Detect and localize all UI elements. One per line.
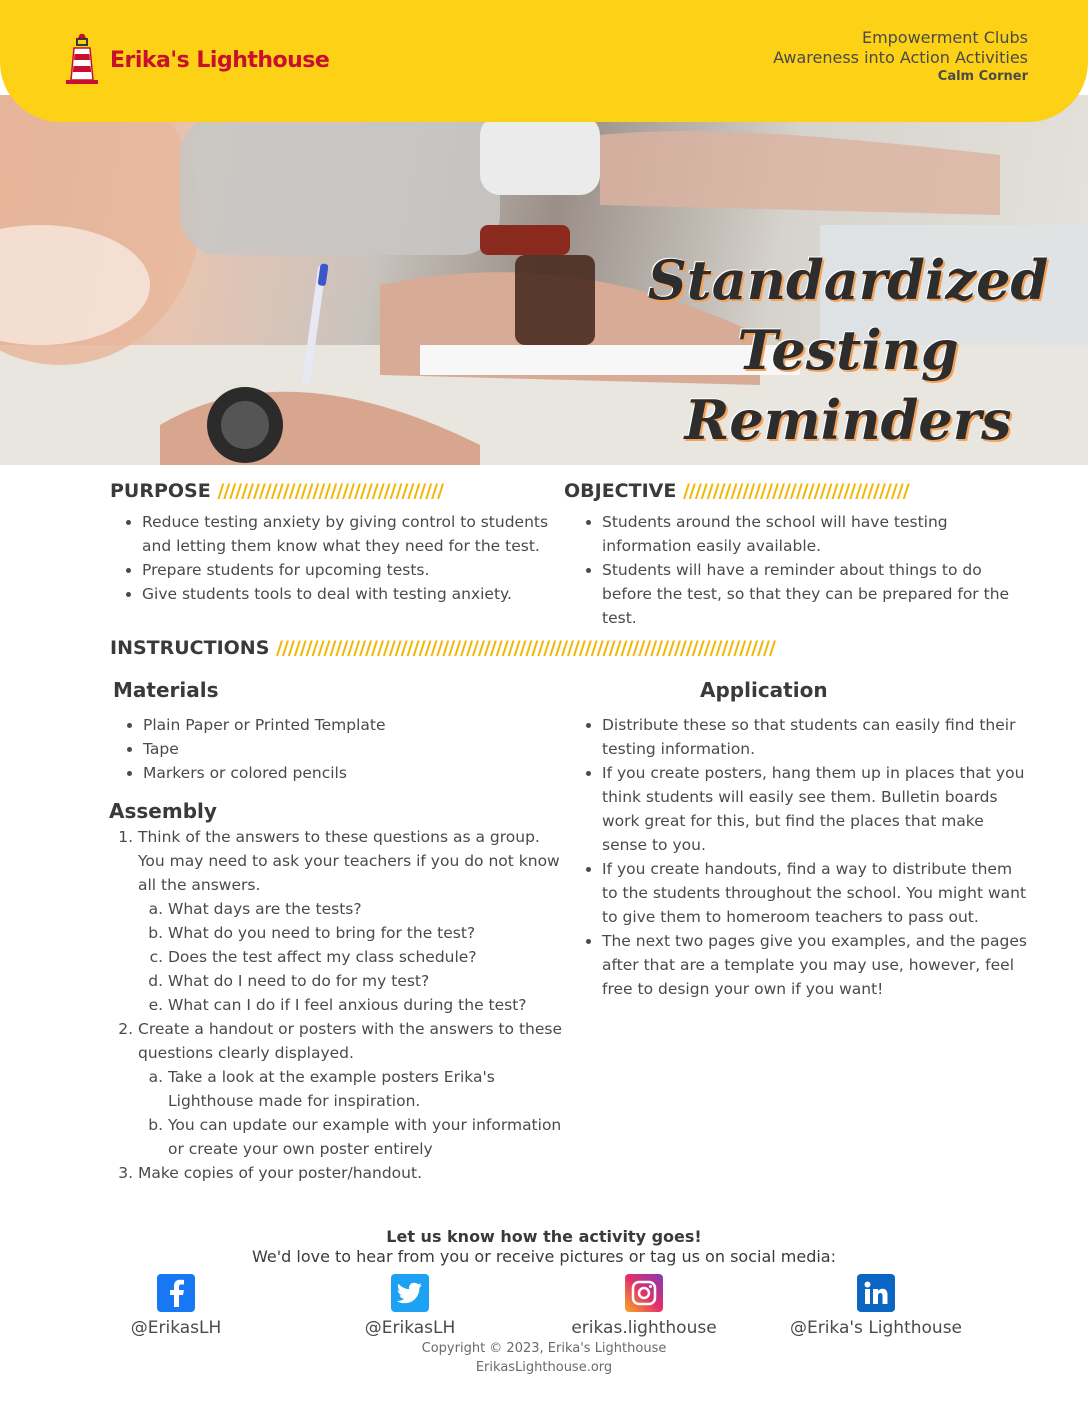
cta-heading: Let us know how the activity goes! (386, 1227, 702, 1246)
list-item: • Students will have a reminder about things to do before the test, so that they can be prepared for the test. (602, 558, 1032, 630)
list-item: • Give students tools to deal with testing anxiety. (142, 582, 562, 606)
list-item: a. What days are the tests? (168, 897, 568, 921)
list-item: d. What do I need to do for my test? (168, 969, 568, 993)
objective-heading-text: OBJECTIVE (564, 480, 677, 502)
header-info (773, 28, 1028, 86)
linkedin-handle[interactable]: @Erika's Lighthouse (789, 1318, 963, 1338)
instructions-divider: //////////////////////////////////////////////////////////////////////////////////// (276, 637, 775, 659)
hero-title-line-2: Testing (737, 318, 959, 382)
lighthouse-icon (62, 34, 102, 86)
list-item: a. Take a look at the example posters Erika's Lighthouse made for inspiration. (168, 1065, 568, 1113)
step-2-notes (138, 1065, 568, 1161)
application-heading: Application (700, 678, 828, 702)
assembly-step-1 (138, 825, 568, 1017)
list-item: • Reduce testing anxiety by giving control to students and letting them know what they need for the test. (142, 510, 562, 558)
twitter-link[interactable] (310, 1274, 510, 1338)
step-text: Think of the answers to these questions as a group. You may need to ask your teachers if you do not know all the answers. (138, 828, 560, 894)
linkedin-link[interactable] (776, 1274, 976, 1338)
purpose-heading (110, 480, 443, 502)
assembly-step-2 (138, 1017, 568, 1161)
materials-heading: Materials (113, 678, 219, 702)
hero-title-line-1: Standardized (647, 248, 1049, 312)
copyright-text: Copyright © 2023, Erika's Lighthouse (421, 1341, 667, 1356)
assembly-steps (104, 825, 568, 1185)
list-item: • Distribute these so that students can easily find their testing information. (602, 713, 1032, 761)
assembly-step-3 (138, 1161, 568, 1185)
list-item: • Tape (143, 737, 563, 761)
purpose-divider: ////////////////////////////////////// (217, 480, 444, 502)
instructions-heading-text: INSTRUCTIONS (110, 637, 270, 659)
instagram-handle[interactable]: erikas.lighthouse (571, 1318, 717, 1338)
objective-list (570, 510, 1032, 630)
step-text: Make copies of your poster/handout. (138, 1164, 422, 1182)
twitter-handle[interactable]: @ErikasLH (364, 1318, 456, 1338)
hero-title (638, 245, 1058, 455)
list-item: • If you create posters, hang them up in places that you think students will easily see them. Bulletin boards work great for this, but find the places that make sense to you. (602, 761, 1032, 857)
activity-category: Calm Corner (937, 69, 1028, 84)
footer-cta (0, 1227, 1088, 1267)
step-1-questions (138, 897, 568, 1017)
program-name: Empowerment Clubs (861, 28, 1028, 47)
purpose-heading-text: PURPOSE (110, 480, 211, 502)
list-item: • Students around the school will have testing information easily available. (602, 510, 1032, 558)
objective-heading (564, 480, 909, 502)
cta-text: We'd love to hear from you or receive pictures or tag us on social media: (252, 1247, 836, 1266)
list-item: b. You can update our example with your information or create your own poster entirely (168, 1113, 568, 1161)
facebook-link[interactable] (76, 1274, 276, 1338)
list-item: b. What do you need to bring for the test? (168, 921, 568, 945)
program-subtitle: Awareness into Action Activities (773, 48, 1028, 67)
list-item: c. Does the test affect my class schedule? (168, 945, 568, 969)
logo-text: Erika's Lighthouse (110, 47, 330, 73)
header-banner (0, 0, 1088, 122)
copyright-block (0, 1339, 1088, 1377)
website-link[interactable]: ErikasLighthouse.org (475, 1360, 613, 1375)
instagram-link[interactable] (544, 1274, 744, 1338)
instagram-icon[interactable] (625, 1274, 663, 1312)
hero-title-line-3: Reminders (684, 388, 1012, 452)
list-item: • If you create handouts, find a way to distribute them to the students throughout the school. You might want to give them to homeroom teachers to pass out. (602, 857, 1032, 929)
instructions-heading (110, 637, 775, 659)
materials-list (111, 713, 563, 785)
objective-divider: ////////////////////////////////////// (682, 480, 909, 502)
list-item: e. What can I do if I feel anxious during the test? (168, 993, 568, 1017)
facebook-handle[interactable]: @ErikasLH (130, 1318, 222, 1338)
list-item: • Plain Paper or Printed Template (143, 713, 563, 737)
linkedin-icon[interactable] (857, 1274, 895, 1312)
logo[interactable] (62, 34, 329, 86)
hero-photo (0, 95, 1088, 465)
list-item: • Prepare students for upcoming tests. (142, 558, 562, 582)
purpose-list (110, 510, 562, 606)
step-text: Create a handout or posters with the answers to these questions clearly displayed. (138, 1020, 563, 1062)
application-list (570, 713, 1032, 1001)
facebook-icon[interactable] (157, 1274, 195, 1312)
twitter-icon[interactable] (391, 1274, 429, 1312)
list-item: • The next two pages give you examples, and the pages after that are a template you may use, however, feel free to design your own if you want! (602, 929, 1032, 1001)
assembly-heading: Assembly (109, 799, 217, 823)
list-item: • Markers or colored pencils (143, 761, 563, 785)
